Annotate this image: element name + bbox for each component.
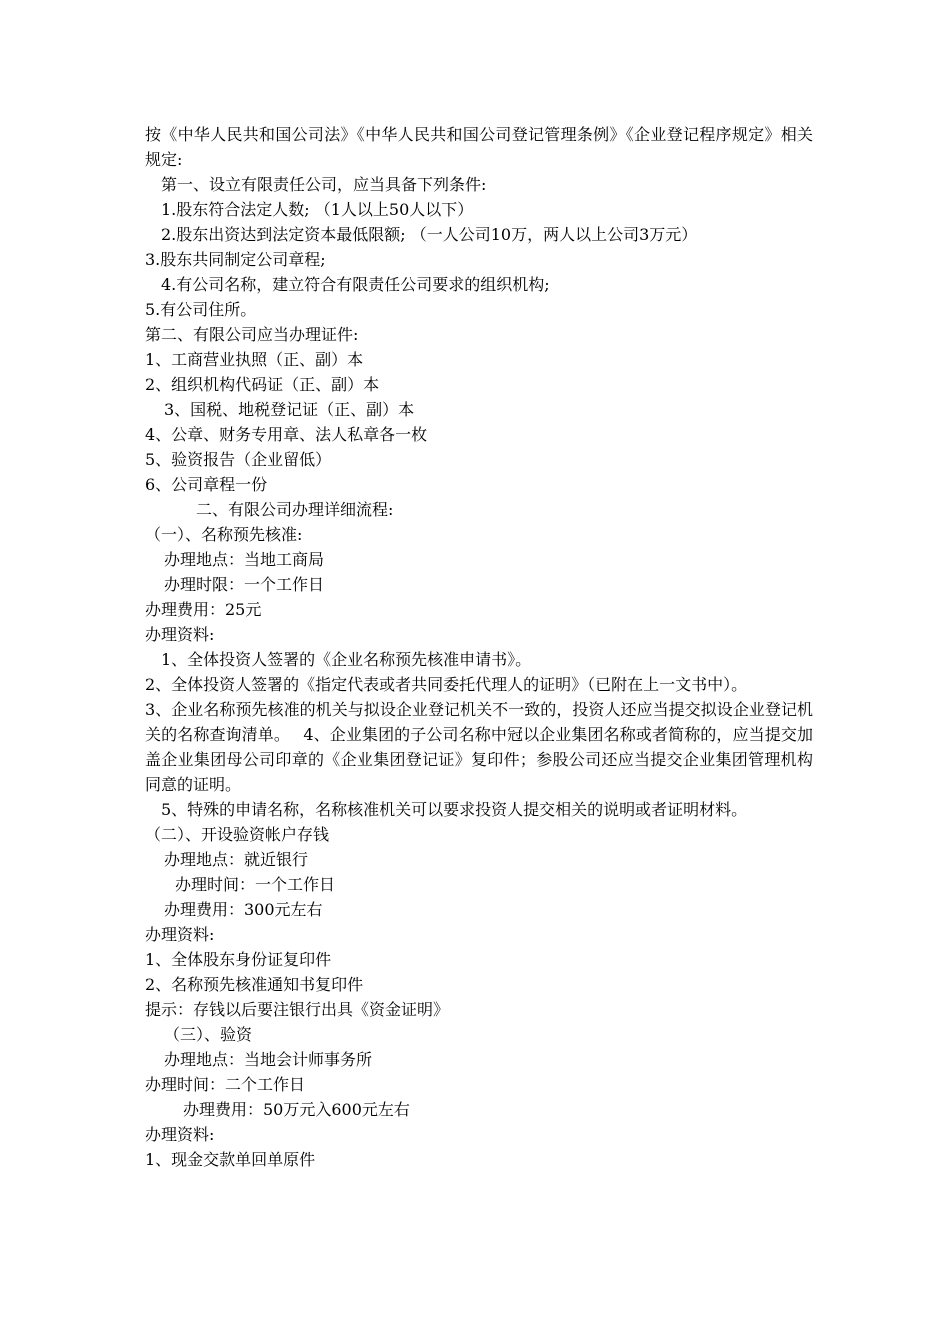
step-detail: 办理地点：当地会计师事务所	[164, 1050, 373, 1069]
condition-item: 5.有公司住所。	[145, 300, 257, 319]
section-heading-certificates: 第二、有限公司应当办理证件:	[145, 325, 359, 344]
step-detail: 办理费用：300元左右	[164, 900, 323, 919]
step-detail: 办理时间：二个工作日	[145, 1075, 306, 1094]
tip-note: 提示：存钱以后要注银行出具《资金证明》	[145, 1000, 450, 1019]
step-detail: 办理费用：25元	[145, 600, 262, 619]
condition-item: 4.有公司名称，建立符合有限责任公司要求的组织机构;	[161, 275, 550, 294]
certificate-item: 4、公章、财务专用章、法人私章各一枚	[145, 425, 428, 444]
condition-item: 2.股东出资达到法定资本最低限额; （一人公司10万，两人以上公司3万元）	[161, 225, 698, 244]
document-body	[145, 122, 813, 1172]
certificate-item: 5、验资报告（企业留低）	[145, 450, 332, 469]
condition-item: 1.股东符合法定人数; （1人以上50人以下）	[161, 200, 474, 219]
materials-label: 办理资料:	[145, 625, 215, 644]
step-heading-name-approval: （一）、名称预先核准:	[145, 525, 303, 544]
certificate-item: 1、工商营业执照（正、副）本	[145, 350, 364, 369]
material-item: 1、全体股东身份证复印件	[145, 950, 332, 969]
materials-label: 办理资料:	[145, 925, 215, 944]
certificate-item: 3、国税、地税登记证（正、副）本	[164, 400, 415, 419]
step-detail: 办理地点：当地工商局	[164, 550, 325, 569]
material-item: 1、现金交款单回单原件	[145, 1150, 316, 1169]
material-item: 5、特殊的申请名称，名称核准机关可以要求投资人提交相关的说明或者证明材料。	[161, 800, 748, 819]
material-item: 1、全体投资人签署的《企业名称预先核准申请书》。	[161, 650, 532, 669]
certificate-item: 2、组织机构代码证（正、副）本	[145, 375, 380, 394]
section-heading-process: 二、有限公司办理详细流程:	[196, 500, 394, 519]
material-item: 2、名称预先核准通知书复印件	[145, 975, 364, 994]
intro-paragraph: 按《中华人民共和国公司法》《中华人民共和国公司登记管理条例》《企业登记程序规定》相关规定:	[145, 125, 813, 169]
step-heading-capital-verification: （三）、验资	[164, 1025, 253, 1044]
condition-item: 3.股东共同制定公司章程;	[145, 250, 326, 269]
certificate-item: 6、公司章程一份	[145, 475, 268, 494]
step-detail: 办理费用：50万元入600元左右	[183, 1100, 410, 1119]
materials-label: 办理资料:	[145, 1125, 215, 1144]
step-heading-bank-account: （二）、开设验资帐户存钱	[145, 825, 330, 844]
step-detail: 办理地点：就近银行	[164, 850, 309, 869]
step-detail: 办理时间：一个工作日	[175, 875, 336, 894]
material-item: 3、企业名称预先核准的机关与拟设企业登记机关不一致的，投资人还应当提交拟设企业登记机关的名称查询清单。 4、企业集团的子公司名称中冠以企业集团名称或者简称的，应当提交加盖企业集团母公司印章的《企业集团登记证》复印件；参股公司还应当提交企业集团管理机构同意的证明。	[145, 700, 813, 794]
material-item: 2、全体投资人签署的《指定代表或者共同委托代理人的证明》（已附在上一文书中）。	[145, 675, 748, 694]
step-detail: 办理时限：一个工作日	[164, 575, 325, 594]
section-heading-conditions: 第一、设立有限责任公司，应当具备下列条件:	[161, 175, 487, 194]
